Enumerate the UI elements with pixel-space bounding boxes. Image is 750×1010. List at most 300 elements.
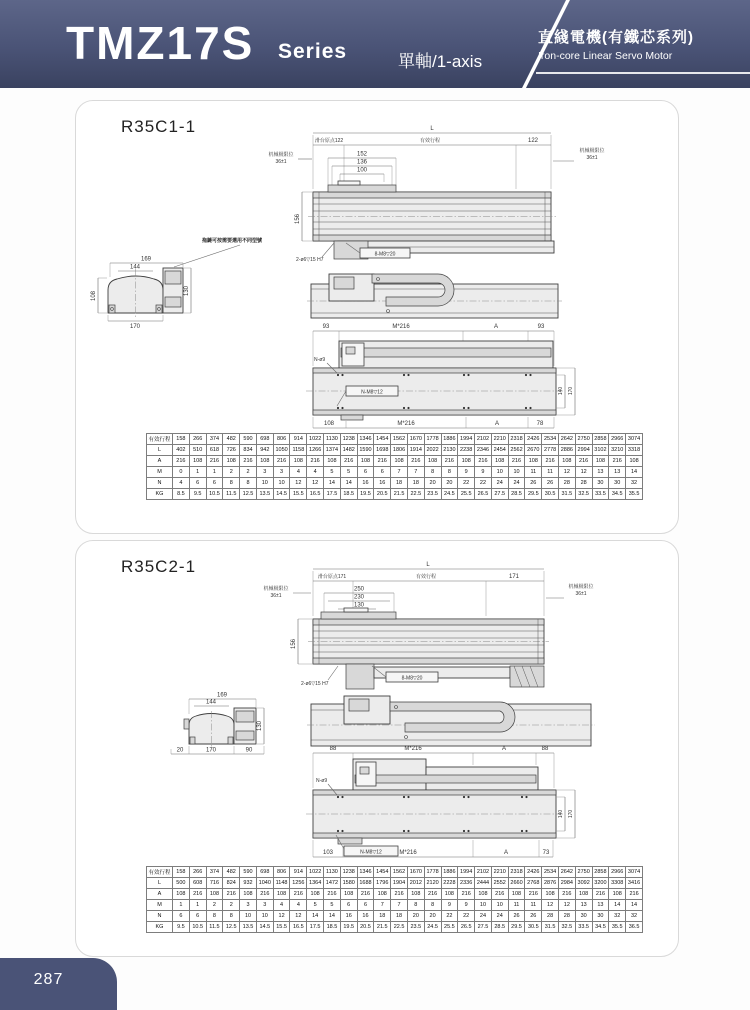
value-cell: 216: [558, 889, 575, 900]
value-cell: 216: [240, 456, 257, 467]
value-cell: 11: [508, 900, 525, 911]
stroke-header-cell: 1778: [424, 867, 441, 878]
dim-170: 170: [568, 809, 574, 819]
value-cell: 32.5: [558, 922, 575, 933]
value-cell: 108: [324, 456, 341, 467]
value-cell: 2238: [458, 445, 475, 456]
table-row: [147, 456, 643, 467]
stroke-header-cell: 158: [173, 434, 190, 445]
row-label-cell: M: [147, 467, 173, 478]
value-cell: 608: [189, 878, 206, 889]
value-cell: 24: [491, 911, 508, 922]
value-cell: 13.5: [240, 922, 257, 933]
bottom-dim-3: A: [503, 850, 509, 856]
value-cell: 1580: [340, 878, 357, 889]
value-cell: 32: [609, 911, 626, 922]
value-cell: 20: [424, 478, 441, 489]
value-cell: 12: [542, 900, 559, 911]
value-cell: 3: [273, 467, 290, 478]
value-cell: 216: [307, 456, 324, 467]
dim-170: 170: [129, 324, 141, 330]
bottom-dim-4: 73: [542, 850, 550, 856]
stroke-header-cell: 374: [206, 434, 223, 445]
value-cell: 10: [240, 911, 257, 922]
value-cell: 14: [609, 900, 626, 911]
stroke-header-cell: 806: [273, 434, 290, 445]
value-cell: 28.5: [491, 922, 508, 933]
value-cell: 18: [391, 911, 408, 922]
value-cell: 12.5: [223, 922, 240, 933]
table-corner-header: 有效行程: [147, 867, 173, 878]
value-cell: 9: [458, 467, 475, 478]
row-label-cell: A: [147, 456, 173, 467]
value-cell: 11.5: [223, 489, 240, 500]
limit-value-left: 36±1: [270, 593, 282, 599]
series-label: Series: [278, 40, 348, 63]
value-cell: 216: [491, 889, 508, 900]
value-cell: 6: [340, 900, 357, 911]
value-cell: 6: [374, 467, 391, 478]
value-cell: 942: [256, 445, 273, 456]
stroke-header-cell: 1886: [441, 867, 458, 878]
value-cell: 1482: [340, 445, 357, 456]
value-cell: 20.5: [357, 922, 374, 933]
end-view: [91, 237, 262, 330]
top-dim-4: 88: [541, 746, 549, 752]
value-cell: 10: [508, 467, 525, 478]
top-dim-3: A: [501, 746, 507, 752]
bottom-dim-1: 103: [322, 850, 334, 856]
dim-170: 170: [205, 747, 217, 754]
value-cell: 402: [173, 445, 190, 456]
top-dim-4: 93: [537, 324, 545, 330]
stroke-header-cell: 1022: [307, 434, 324, 445]
stroke-header-cell: 2858: [592, 867, 609, 878]
value-cell: 14: [324, 911, 341, 922]
value-cell: 30: [592, 911, 609, 922]
stroke-header-cell: 1346: [357, 434, 374, 445]
value-cell: 25.5: [458, 489, 475, 500]
value-cell: 9.5: [173, 922, 190, 933]
value-cell: 22.5: [391, 922, 408, 933]
table-row: [147, 889, 643, 900]
value-cell: 12: [290, 911, 307, 922]
value-cell: 24: [475, 911, 492, 922]
holes-callout: 2-ø6▽15 H7: [301, 681, 329, 687]
stroke-header-cell: 1238: [340, 867, 357, 878]
value-cell: 1806: [391, 445, 408, 456]
value-cell: 13.5: [256, 489, 273, 500]
value-cell: 216: [592, 889, 609, 900]
bottom-dim-2: M*216: [399, 850, 417, 856]
value-cell: 2886: [558, 445, 575, 456]
stroke-header-cell: 374: [206, 867, 223, 878]
value-cell: 2994: [575, 445, 592, 456]
value-cell: 216: [290, 889, 307, 900]
value-cell: 12.5: [240, 489, 257, 500]
value-cell: 23.5: [424, 489, 441, 500]
dim-origin: 滑台原点171: [317, 574, 347, 580]
value-cell: 3: [240, 900, 257, 911]
stroke-header-cell: 1994: [458, 434, 475, 445]
row-label-cell: L: [147, 878, 173, 889]
bottom-dim-4: 78: [536, 421, 544, 427]
value-cell: 216: [508, 456, 525, 467]
stroke-header-cell: 2534: [542, 434, 559, 445]
stroke-header-cell: 266: [189, 434, 206, 445]
value-cell: 2228: [441, 878, 458, 889]
dimension-table-holder: [146, 866, 643, 933]
stroke-header-cell: 1130: [324, 434, 341, 445]
value-cell: 3318: [626, 445, 643, 456]
stroke-header-cell: 1562: [391, 867, 408, 878]
row-label-cell: KG: [147, 922, 173, 933]
dim-130: 130: [184, 285, 190, 297]
value-cell: 7: [391, 467, 408, 478]
value-cell: 1364: [307, 878, 324, 889]
stroke-header-cell: 2534: [542, 867, 559, 878]
value-cell: 108: [575, 889, 592, 900]
table-row: [147, 878, 643, 889]
value-cell: 108: [441, 889, 458, 900]
dim-origin: 滑台原点122: [314, 138, 344, 144]
value-cell: 2562: [508, 445, 525, 456]
value-cell: 3210: [609, 445, 626, 456]
top-view: [306, 746, 575, 857]
dim-108: 108: [91, 290, 97, 302]
value-cell: 216: [189, 889, 206, 900]
value-cell: 6: [357, 467, 374, 478]
model-title: R35C2-1: [121, 557, 197, 576]
dim-L: L: [426, 562, 430, 568]
value-cell: 10: [491, 900, 508, 911]
stroke-header-cell: 590: [240, 434, 257, 445]
value-cell: 9: [458, 900, 475, 911]
value-cell: 108: [592, 456, 609, 467]
value-cell: 108: [374, 889, 391, 900]
value-cell: 1914: [407, 445, 424, 456]
stroke-header-cell: 2426: [525, 867, 542, 878]
value-cell: 108: [240, 889, 257, 900]
table-row: [147, 900, 643, 911]
value-cell: 22: [475, 478, 492, 489]
value-cell: 27.5: [475, 922, 492, 933]
dim-144: 144: [129, 264, 141, 271]
stroke-header-cell: 1454: [374, 867, 391, 878]
dim-end-offset: 171: [508, 574, 520, 580]
value-cell: 13: [575, 900, 592, 911]
value-cell: 14: [340, 478, 357, 489]
value-cell: 10.5: [206, 489, 223, 500]
value-cell: 28: [542, 911, 559, 922]
value-cell: 30: [592, 478, 609, 489]
value-cell: 16: [374, 478, 391, 489]
stroke-header-cell: 2318: [508, 434, 525, 445]
drag-chain-note: 拖鏈可按需要選用不同型號: [202, 238, 263, 244]
stroke-header-cell: 2966: [609, 867, 626, 878]
value-cell: 10: [256, 911, 273, 922]
dimension-table-holder: [146, 433, 643, 500]
value-cell: 834: [240, 445, 257, 456]
value-cell: 108: [424, 456, 441, 467]
value-cell: 21.5: [374, 922, 391, 933]
stroke-header-cell: 1778: [424, 434, 441, 445]
stroke-header-cell: 590: [240, 867, 257, 878]
stroke-header-cell: 1886: [441, 434, 458, 445]
row-label-cell: M: [147, 900, 173, 911]
stroke-header-cell: 1346: [357, 867, 374, 878]
value-cell: 22: [441, 911, 458, 922]
stroke-header-cell: 2210: [491, 867, 508, 878]
value-cell: 26: [508, 911, 525, 922]
value-cell: 1158: [290, 445, 307, 456]
value-cell: 30: [575, 911, 592, 922]
value-cell: 216: [357, 889, 374, 900]
value-cell: 20: [441, 478, 458, 489]
value-cell: 16.5: [307, 489, 324, 500]
value-cell: 5: [307, 900, 324, 911]
value-cell: 17.5: [307, 922, 324, 933]
value-cell: 1040: [256, 878, 273, 889]
stroke-header-cell: 3074: [626, 434, 643, 445]
stroke-header-cell: 698: [256, 867, 273, 878]
value-cell: 1: [173, 900, 190, 911]
value-cell: 2876: [542, 878, 559, 889]
series-title: TMZ17S: [66, 17, 255, 69]
dim-140: 140: [558, 809, 564, 819]
table-row: [147, 489, 643, 500]
value-cell: 15.5: [273, 922, 290, 933]
stroke-header-cell: 2858: [592, 434, 609, 445]
value-cell: 1050: [273, 445, 290, 456]
dim-169: 169: [140, 256, 152, 263]
dim-90: 90: [245, 747, 253, 754]
value-cell: 4: [290, 900, 307, 911]
value-cell: 12: [307, 478, 324, 489]
value-cell: 35.5: [609, 922, 626, 933]
value-cell: 26: [525, 911, 542, 922]
value-cell: 3200: [592, 878, 609, 889]
table-row: [147, 922, 643, 933]
value-cell: 18: [407, 478, 424, 489]
value-cell: 216: [542, 456, 559, 467]
value-cell: 2: [223, 900, 240, 911]
stroke-header-cell: 2102: [475, 867, 492, 878]
value-cell: 10: [256, 478, 273, 489]
category-block: [538, 26, 743, 62]
row-label-cell: N: [147, 478, 173, 489]
stroke-header-cell: 3074: [626, 867, 643, 878]
value-cell: 2670: [525, 445, 542, 456]
value-cell: 108: [273, 889, 290, 900]
value-cell: 17.5: [324, 489, 341, 500]
value-cell: 216: [340, 456, 357, 467]
top-dim-2: M*216: [404, 746, 422, 752]
value-cell: 8: [424, 900, 441, 911]
dim-130: 130: [257, 720, 263, 732]
dimension-table: [146, 433, 643, 500]
value-cell: 216: [273, 456, 290, 467]
value-cell: 5: [340, 467, 357, 478]
value-cell: 36.5: [626, 922, 643, 933]
value-cell: 34.5: [609, 489, 626, 500]
value-cell: 3: [256, 900, 273, 911]
value-cell: 10: [491, 467, 508, 478]
stroke-header-cell: 1130: [324, 867, 341, 878]
value-cell: 12: [290, 478, 307, 489]
value-cell: 216: [256, 889, 273, 900]
holes-callout: 2-ø6▽15 H7: [296, 257, 324, 263]
limit-label-left: 机械极限位: [268, 152, 294, 158]
value-cell: 1256: [290, 878, 307, 889]
value-cell: 8: [206, 911, 223, 922]
top-dim-1: 88: [329, 746, 337, 752]
value-cell: 2022: [424, 445, 441, 456]
stroke-header-cell: 1022: [307, 867, 324, 878]
value-cell: 14: [324, 478, 341, 489]
limit-value-right: 36±1: [575, 591, 587, 597]
value-cell: 1472: [324, 878, 341, 889]
side-view: [268, 126, 604, 263]
dim-156: 156: [291, 638, 297, 650]
value-cell: 12: [575, 467, 592, 478]
value-cell: 108: [223, 456, 240, 467]
model-title: R35C1-1: [121, 117, 197, 136]
value-cell: 8: [407, 900, 424, 911]
value-cell: 4: [290, 467, 307, 478]
value-cell: 12: [558, 900, 575, 911]
limit-label-right: 机械极限位: [568, 584, 594, 590]
dim-170: 170: [568, 386, 574, 396]
value-cell: 26: [525, 478, 542, 489]
stroke-header-cell: 1994: [458, 867, 475, 878]
value-cell: 10: [475, 900, 492, 911]
panel-r35c1-1: [75, 100, 679, 534]
value-cell: 29.5: [508, 922, 525, 933]
stroke-header-cell: 698: [256, 434, 273, 445]
value-cell: 2454: [491, 445, 508, 456]
value-cell: 6: [189, 911, 206, 922]
value-cell: 19.5: [340, 922, 357, 933]
dim-140: 140: [558, 386, 564, 396]
end-view: [171, 693, 264, 755]
dim-230: 230: [353, 594, 365, 601]
value-cell: 108: [491, 456, 508, 467]
value-cell: 8: [424, 467, 441, 478]
value-cell: 824: [223, 878, 240, 889]
value-cell: 618: [206, 445, 223, 456]
value-cell: 14: [626, 467, 643, 478]
axis-label: 單軸/1-axis: [398, 52, 483, 71]
value-cell: 1688: [357, 878, 374, 889]
value-cell: 18: [391, 478, 408, 489]
stroke-header-cell: 1670: [407, 867, 424, 878]
drag-chain-view: [307, 696, 595, 746]
category-chinese: 直綫電機(有鐵芯系列): [538, 29, 694, 46]
stroke-header-cell: 2642: [558, 867, 575, 878]
stroke-header-cell: 1238: [340, 434, 357, 445]
value-cell: 0: [173, 467, 190, 478]
value-cell: 11.5: [206, 922, 223, 933]
value-cell: 35.5: [626, 489, 643, 500]
value-cell: 1148: [273, 878, 290, 889]
value-cell: 20: [407, 911, 424, 922]
value-cell: 216: [391, 889, 408, 900]
value-cell: 108: [173, 889, 190, 900]
value-cell: 28: [575, 478, 592, 489]
value-cell: 33.5: [592, 489, 609, 500]
value-cell: 5: [324, 900, 341, 911]
stroke-header-cell: 482: [223, 434, 240, 445]
value-cell: 2984: [558, 878, 575, 889]
value-cell: 108: [206, 889, 223, 900]
value-cell: 32: [626, 911, 643, 922]
screws-callout: 8-M8▽20: [374, 251, 396, 258]
value-cell: 22: [458, 911, 475, 922]
value-cell: 3416: [626, 878, 643, 889]
value-cell: 13: [592, 467, 609, 478]
value-cell: 18.5: [324, 922, 341, 933]
value-cell: 14.5: [256, 922, 273, 933]
value-cell: 10: [273, 478, 290, 489]
dim-136: 136: [356, 159, 368, 166]
value-cell: 21.5: [391, 489, 408, 500]
dim-stroke: 有效行程: [419, 138, 441, 144]
value-cell: 24: [508, 478, 525, 489]
value-cell: 7: [374, 900, 391, 911]
value-cell: 2444: [475, 878, 492, 889]
value-cell: 2768: [525, 878, 542, 889]
value-cell: 2120: [424, 878, 441, 889]
stroke-header-cell: 914: [290, 434, 307, 445]
value-cell: 3: [256, 467, 273, 478]
value-cell: 24: [491, 478, 508, 489]
side-view: [263, 562, 593, 689]
value-cell: 11: [525, 900, 542, 911]
page-number-tab: [0, 958, 117, 1010]
value-cell: 30.5: [525, 922, 542, 933]
stroke-header-cell: 1670: [407, 434, 424, 445]
value-cell: 4: [273, 900, 290, 911]
stroke-header-cell: 2642: [558, 434, 575, 445]
value-cell: 510: [189, 445, 206, 456]
value-cell: 216: [626, 889, 643, 900]
threads-label: N-M8▽12: [361, 389, 383, 396]
value-cell: 2: [223, 467, 240, 478]
page-header: [0, 0, 750, 88]
value-cell: 716: [206, 878, 223, 889]
value-cell: 108: [558, 456, 575, 467]
value-cell: 8: [223, 911, 240, 922]
value-cell: 14: [307, 911, 324, 922]
dim-stroke: 有效行程: [415, 574, 437, 580]
dim-144: 144: [205, 699, 217, 706]
category-english: Iron-core Linear Servo Motor: [538, 50, 673, 62]
value-cell: 22.5: [407, 489, 424, 500]
stroke-header-cell: 2318: [508, 867, 525, 878]
value-cell: 2: [206, 900, 223, 911]
value-cell: 108: [357, 456, 374, 467]
row-label-cell: L: [147, 445, 173, 456]
value-cell: 26.5: [475, 489, 492, 500]
value-cell: 1: [189, 467, 206, 478]
value-cell: 4: [307, 467, 324, 478]
value-cell: 216: [525, 889, 542, 900]
value-cell: 216: [374, 456, 391, 467]
row-label-cell: A: [147, 889, 173, 900]
value-cell: 108: [525, 456, 542, 467]
value-cell: 216: [407, 456, 424, 467]
